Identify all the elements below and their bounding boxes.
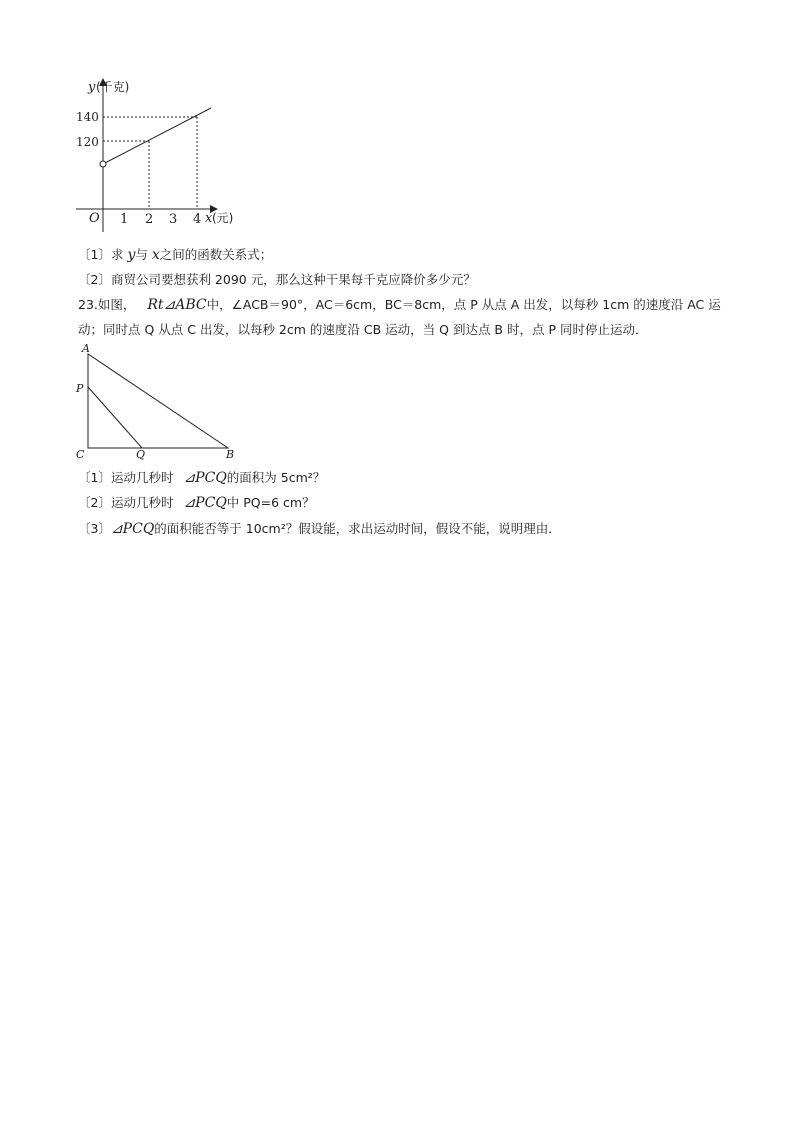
point-q-label: Q xyxy=(136,448,146,461)
x-axis-unit: (元) xyxy=(212,211,234,225)
function-line xyxy=(103,108,211,164)
q22-part1: 〔1〕求 y与 x之间的函数关系式； xyxy=(78,247,273,263)
q22-part2: 〔2〕商贸公司要想获利 2090 元，那么这种干果每千克应降价多少元？ xyxy=(78,272,476,287)
function-graph xyxy=(70,74,250,234)
q23-part2: 〔2〕运动几秒时 ⊿PCQ中 PQ=6 cm？ xyxy=(78,495,315,511)
point-a-label: A xyxy=(82,342,90,355)
x-tick-3: 3 xyxy=(169,212,178,227)
q23-line1: 23.如图， Rt⊿ABC中，∠ACB＝90°，AC＝6cm，BC＝8cm，点 P 从点 A 出发，以每秒 1cm 的速度沿 AC 运 xyxy=(78,297,721,313)
y-tick-120: 120 xyxy=(76,135,99,149)
triangle-abc xyxy=(88,354,228,448)
q23-part3: 〔3〕⊿PCQ的面积能否等于 10cm²？假设能，求出运动时间，假设不能，说明理由． xyxy=(78,521,561,537)
q23-line2: 动；同时点 Q 从点 C 出发，以每秒 2cm 的速度沿 CB 运动，当 Q 到达点 B 时，点 P 同时停止运动． xyxy=(78,322,648,337)
origin-label: O xyxy=(89,211,100,226)
y-axis-unit: (千克) xyxy=(96,80,130,94)
triangle-diagram xyxy=(70,342,250,462)
open-point xyxy=(100,161,106,167)
point-b-label: B xyxy=(226,448,235,461)
x-axis-label: x xyxy=(205,211,213,226)
segment-pq xyxy=(88,387,142,448)
point-p-label: P xyxy=(76,382,84,395)
y-tick-140: 140 xyxy=(76,110,99,124)
q23-part1: 〔1〕运动几秒时 ⊿PCQ的面积为 5cm²？ xyxy=(78,470,326,486)
x-tick-2: 2 xyxy=(145,212,154,227)
y-axis-label: y xyxy=(88,80,96,95)
point-c-label: C xyxy=(76,448,85,461)
x-tick-1: 1 xyxy=(120,212,129,227)
x-tick-4: 4 xyxy=(193,212,202,227)
